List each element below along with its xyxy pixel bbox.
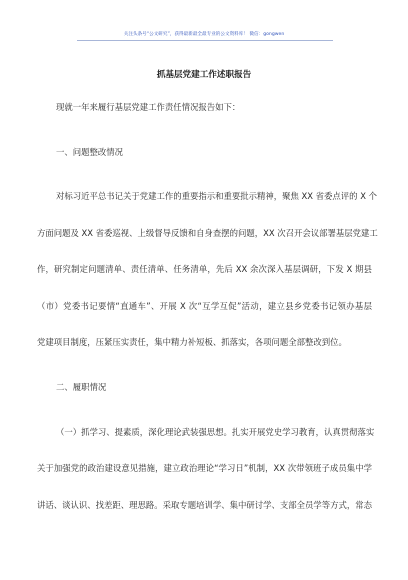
paragraph-line: （一）抓学习、提素质，深化理论武装强思想。扎实开展党史学习教育，认真贯彻落实	[56, 427, 375, 437]
paragraph-line: 作，研究制定问题清单、责任清单、任务清单，先后 XX 余次深入基层调研，下发 X 期县	[37, 264, 372, 274]
document-title: 抓基层党建工作述职报告	[156, 70, 252, 80]
intro-paragraph: 现就一年来履行基层党建工作责任情况报告如下：	[56, 102, 241, 112]
paragraph-line: 关于加强党的政治建设意见措施，建立政治理论“学习日”机制，XX 次带领班子成员集中学	[37, 463, 372, 473]
section-heading-2: 二、履职情况	[56, 382, 107, 392]
paragraph-line: 对标习近平总书记关于党建工作的重要指示和重要批示精神，聚焦 XX 省委点评的 X 个	[56, 191, 377, 201]
paragraph-line: 党建项目制度，压紧压实责任，集中精力补短板、抓落实，各项问题全部整改到位。	[37, 337, 347, 347]
header-banner: 关注头条号“公文研究”，获得最新最全最专业的公文资料库！ 微信：gongwen	[123, 32, 285, 37]
header-divider	[77, 40, 333, 41]
paragraph-line: 方面问题及 XX 省委巡视、上级督导反馈和自身查摆的问题，XX 次召开会议部署基层党建工	[37, 228, 378, 238]
paragraph-line: （市）党委书记要情“直通车”、开展 X 次“互学互促”活动，建立县乡党委书记领办基层	[37, 301, 372, 311]
section-heading-1: 一、问题整改情况	[56, 147, 123, 157]
paragraph-line: 讲话、谈认识、找差距、理思路。采取专题培训学、集中研讨学、支部全员学等方式，常态	[37, 500, 372, 510]
